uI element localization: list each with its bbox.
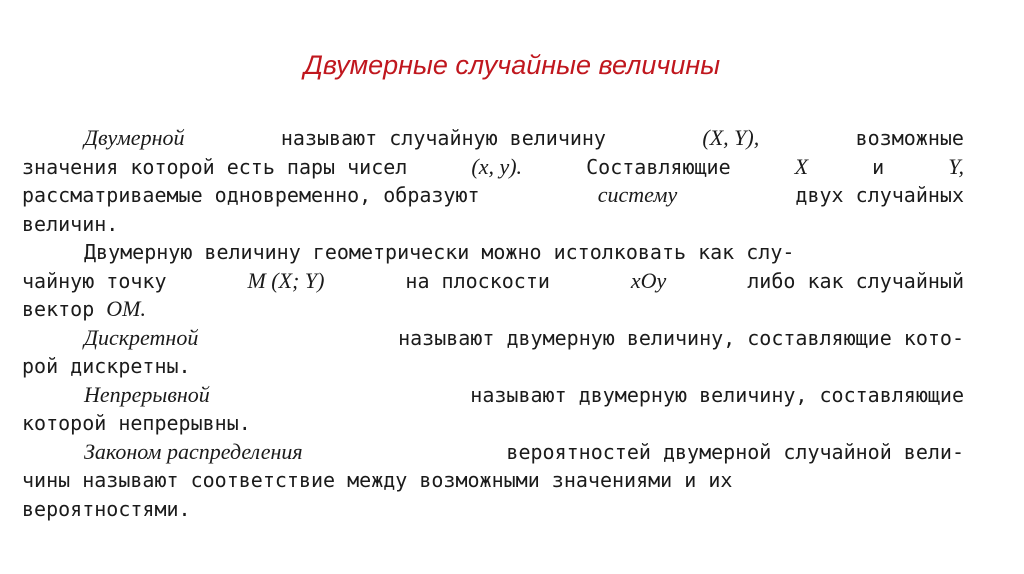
- text-run: называют случайную величину: [268, 126, 619, 150]
- text-run: и: [860, 154, 897, 179]
- text-run: возможные: [843, 126, 964, 150]
- text-line: [22, 267, 964, 296]
- text-line: [22, 295, 964, 324]
- text-run: величин.: [22, 211, 119, 236]
- text-run: Двумерную величину геометрически можно истолковать как слу-: [84, 240, 795, 264]
- formula: M (X; Y): [247, 267, 325, 293]
- term-distribution-law: Законом распределения: [84, 438, 303, 464]
- text-run: называют двумерную величину, составляющие кото-: [386, 325, 964, 350]
- term-system: систему: [597, 182, 678, 207]
- text-run: значения которой есть пары чисел: [22, 154, 420, 179]
- text-run: рой дискретны.: [22, 354, 191, 378]
- text-run: чайную точку: [22, 268, 179, 293]
- text-run: которой непрерывны.: [22, 411, 251, 435]
- text-run: Составляющие: [574, 154, 743, 179]
- text-line: [22, 438, 964, 467]
- text-line: [22, 153, 964, 182]
- text-line: [22, 495, 964, 524]
- text-line: [22, 381, 964, 410]
- text-run: чины называют соответствие между возможными значениями и их: [22, 468, 733, 492]
- text-run: вероятностей двумерной случайной вели-: [494, 439, 964, 464]
- text-line: [22, 352, 964, 381]
- slide-title: Двумерные случайные величины: [303, 50, 721, 80]
- text-run: двух случайных: [783, 183, 964, 207]
- text-run: называют двумерную величину, составляющие: [458, 382, 964, 407]
- text-run: либо как случайный: [735, 268, 964, 293]
- term-two-dimensional: Двумерной: [84, 125, 185, 150]
- formula: (x, y).: [471, 153, 523, 179]
- text-run: рассматриваемые одновременно, образуют: [22, 183, 492, 207]
- textbook-excerpt: [22, 124, 964, 523]
- text-line: [22, 466, 964, 495]
- text-run: на плоскости: [393, 268, 562, 293]
- text-line: [22, 324, 964, 353]
- formula: X: [794, 153, 809, 179]
- text-line: [22, 210, 964, 239]
- formula: Y,: [948, 153, 964, 179]
- text-run: вектор: [22, 297, 107, 321]
- text-run: вероятностями.: [22, 496, 191, 521]
- formula: (X, Y),: [702, 125, 760, 150]
- text-line: [22, 181, 964, 210]
- text-line: [22, 409, 964, 438]
- formula: OM.: [106, 296, 147, 321]
- term-discrete: Дискретной: [84, 324, 199, 350]
- text-line: [22, 238, 964, 267]
- formula: xOy: [630, 267, 667, 293]
- text-line: [22, 124, 964, 153]
- term-continuous: Непрерывной: [84, 381, 210, 407]
